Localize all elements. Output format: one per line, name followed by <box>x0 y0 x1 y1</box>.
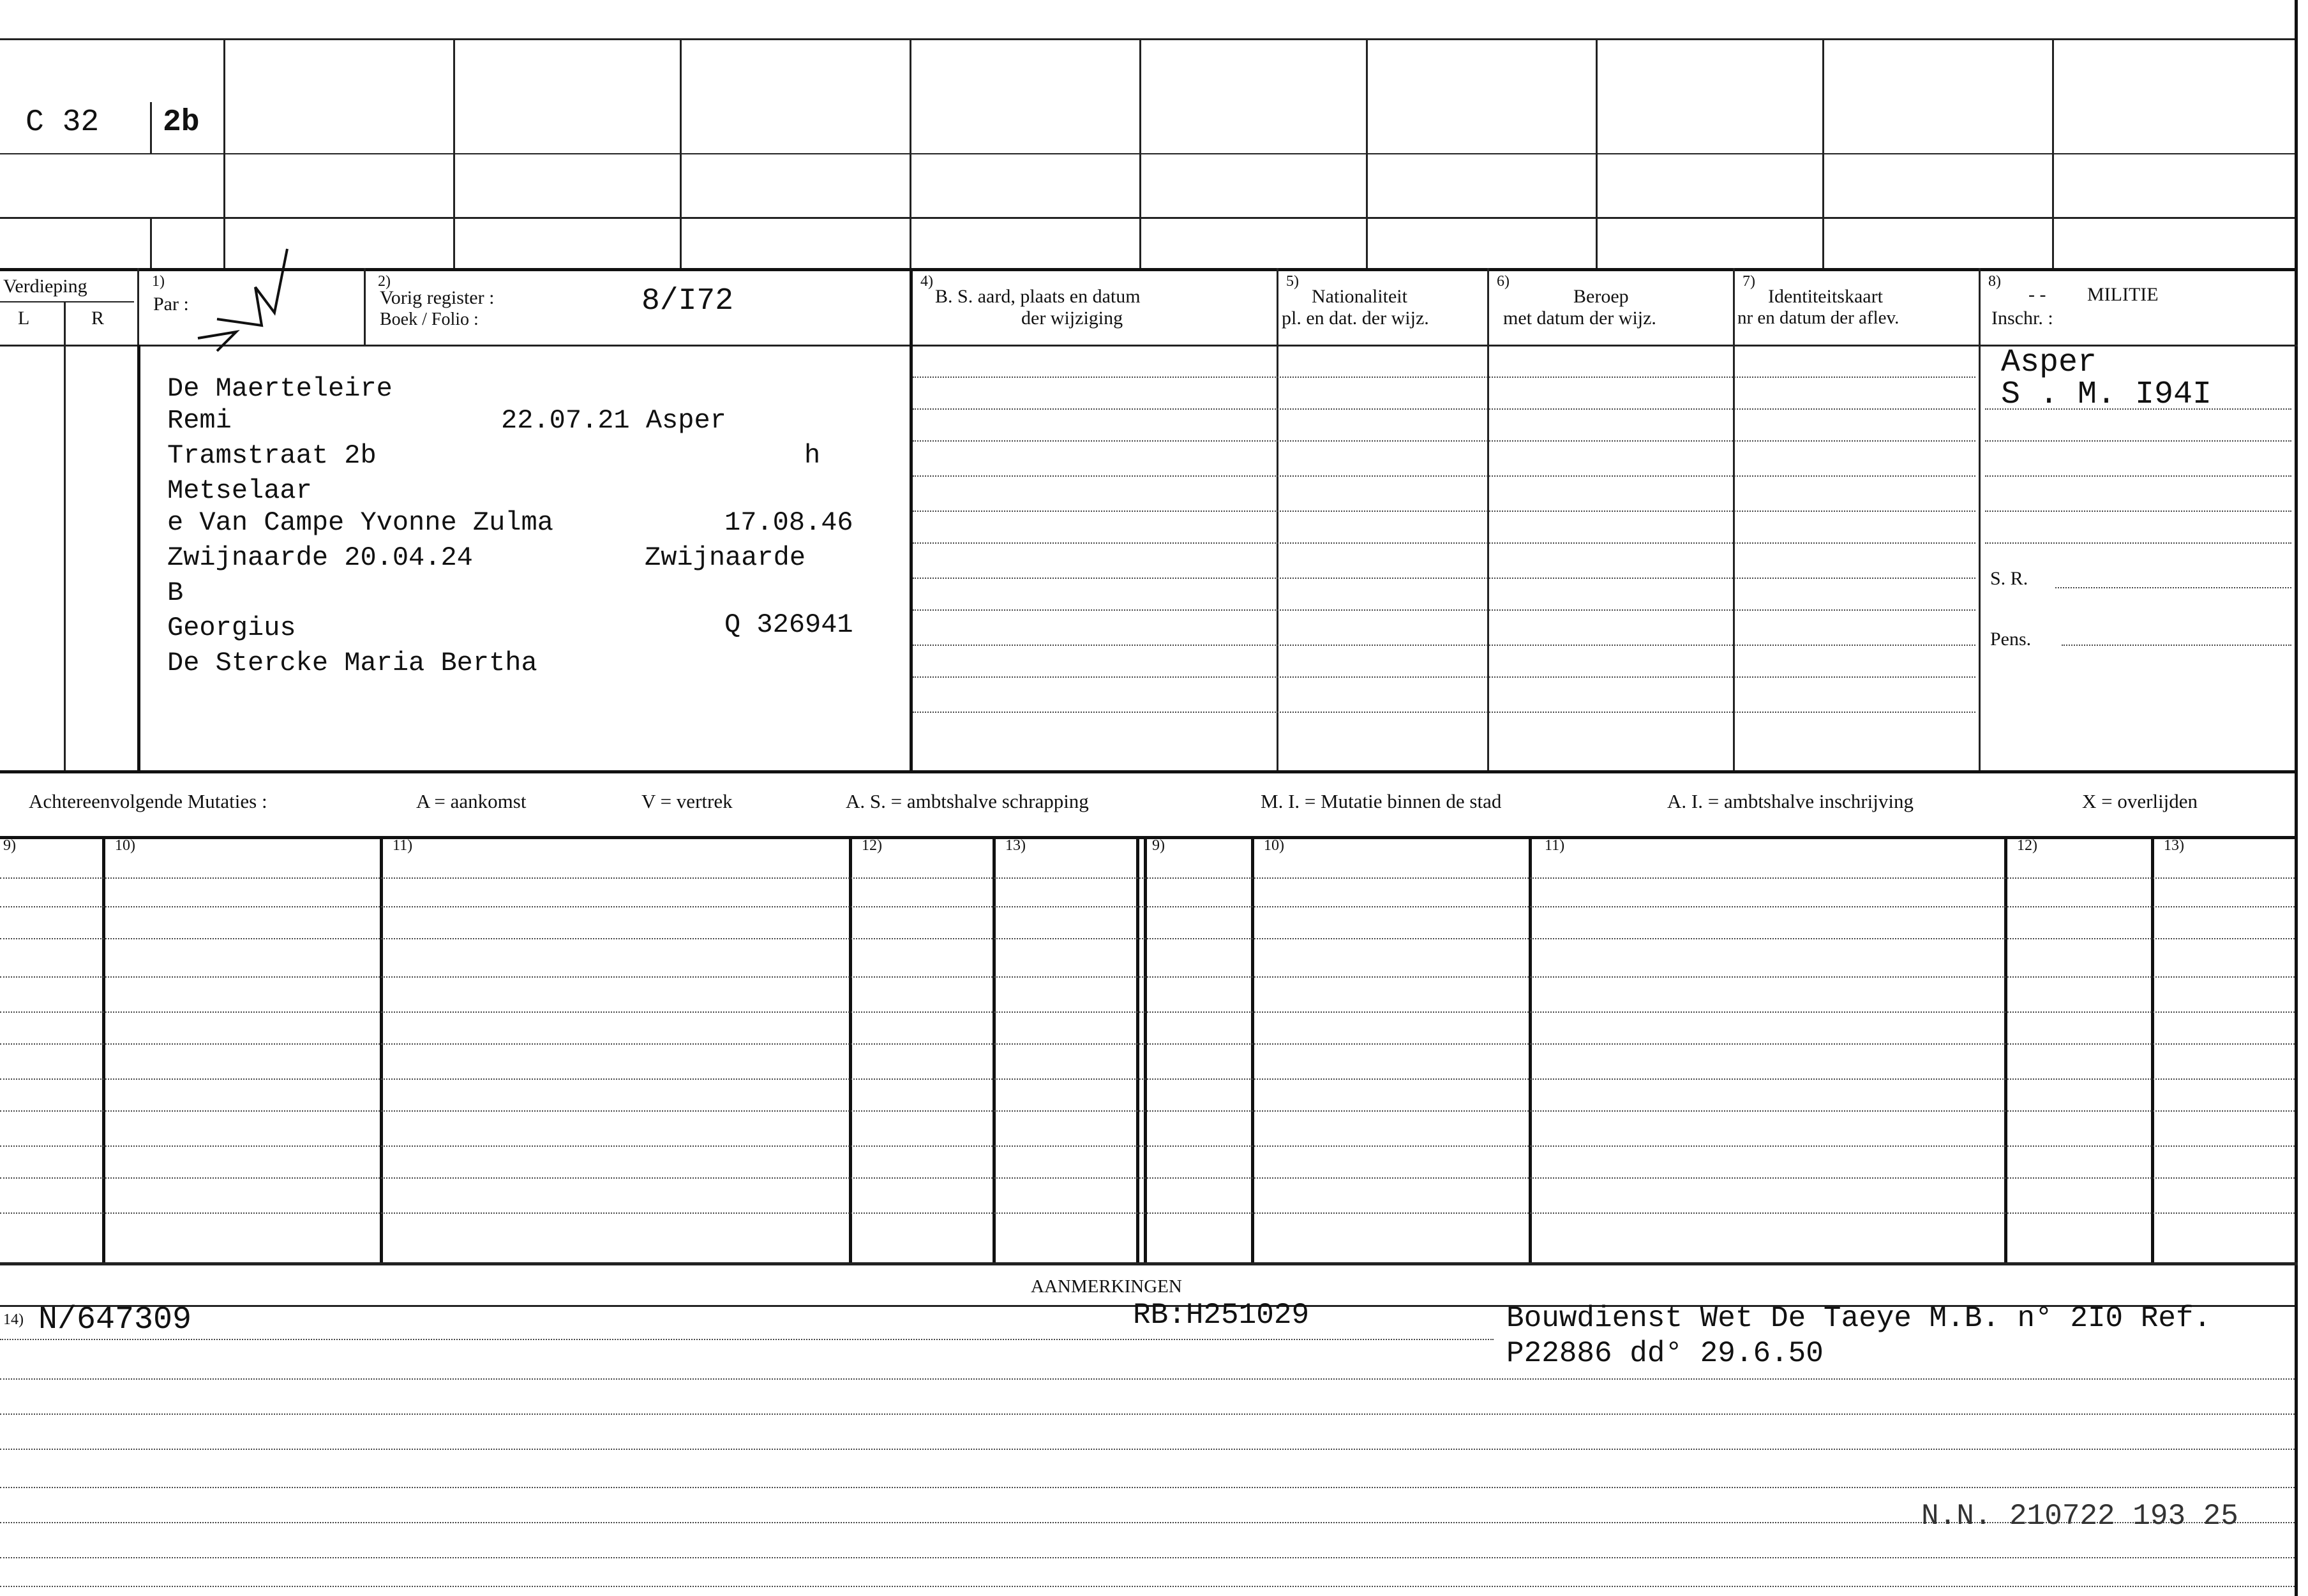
header-top-rule <box>0 268 2298 271</box>
note-6: 6) <box>1497 273 1510 290</box>
marriage-place: Zwijnaarde <box>645 542 806 573</box>
id-number: Q 326941 <box>724 609 853 640</box>
legend-v: V = vertrek <box>641 790 733 812</box>
dotted-line <box>0 1145 2295 1147</box>
remarks-title: AANMERKINGEN <box>1031 1276 1182 1297</box>
id-label-2: nr en datum der aflev. <box>1737 308 1900 328</box>
remarks-nr: N/647309 <box>38 1302 192 1338</box>
grid-line <box>993 836 996 1262</box>
occupation: Metselaar <box>167 475 312 506</box>
top-bottom-rule <box>0 217 2298 219</box>
spouse-birth: Zwijnaarde 20.04.24 <box>167 542 473 573</box>
militie-sm: S . M. I94I <box>2001 377 2212 413</box>
grid-line <box>137 345 140 770</box>
grid-line <box>150 102 152 153</box>
dotted-line <box>0 877 2295 879</box>
boek-folio-label: Boek / Folio : <box>380 310 479 329</box>
note-2: 2) <box>378 273 391 290</box>
dotted-line <box>0 1339 1494 1340</box>
bs-label-2: der wijziging <box>1021 308 1123 329</box>
bs-label-1: B. S. aard, plaats en datum <box>935 286 1141 307</box>
grid-line <box>1144 836 1147 1262</box>
father: Georgius <box>167 613 296 643</box>
r-label: R <box>91 308 105 329</box>
grid-line <box>1487 268 1489 770</box>
grid-line <box>1136 836 1139 1262</box>
grid-line <box>102 836 105 1262</box>
grid-line <box>0 301 134 302</box>
legend-mi: M. I. = Mutatie binnen de stad <box>1261 790 1502 812</box>
note-8: 8) <box>1988 273 2001 290</box>
grid-line <box>1822 38 1824 268</box>
note-1: 1) <box>152 273 165 290</box>
dotted-line <box>913 377 1975 378</box>
note-14: 14) <box>3 1311 24 1328</box>
dotted-line <box>0 1557 2295 1558</box>
grid-line <box>910 268 913 770</box>
id-label-1: Identiteitskaart <box>1768 286 1883 307</box>
dotted-line <box>913 408 1975 410</box>
remarks-rb: RB:H251029 <box>1133 1299 1310 1332</box>
dotted-line <box>0 1586 2295 1587</box>
dotted-line <box>913 712 1975 713</box>
top-mid-rule <box>0 153 2298 154</box>
dotted-line <box>913 542 1975 544</box>
spouse: e Van Campe Yvonne Zulma <box>167 507 553 538</box>
dotted-line <box>0 1011 2295 1013</box>
dotted-line <box>0 1449 2295 1450</box>
grid-line <box>1529 836 1532 1262</box>
l-label: L <box>18 308 30 329</box>
legend-a: A = aankomst <box>416 790 527 812</box>
note-5: 5) <box>1286 273 1299 290</box>
dotted-line <box>1985 475 2291 477</box>
militie-place: Asper <box>2001 345 2097 381</box>
col-12b: 12) <box>2017 837 2037 854</box>
dotted-line <box>0 1378 2295 1380</box>
grid-line <box>64 301 66 770</box>
grid-line <box>150 217 152 268</box>
dotted-line <box>0 1043 2295 1045</box>
sr-label: S. R. <box>1990 568 2028 589</box>
dotted-line <box>913 645 1975 646</box>
dotted-line <box>1985 542 2291 544</box>
legend-as: A. S. = ambtshalve schrapping <box>846 790 1089 812</box>
vorig-register-label: Vorig register : <box>380 287 495 308</box>
note-7: 7) <box>1742 273 1755 290</box>
col-10: 10) <box>115 837 135 854</box>
grid-line <box>910 38 911 268</box>
inschr-label: Inschr. : <box>1991 308 2053 329</box>
dotted-line <box>0 1078 2295 1080</box>
grid-line <box>2052 38 2054 268</box>
dotted-line <box>0 906 2295 907</box>
legend-top-rule <box>0 770 2298 773</box>
militie-label: MILITIE <box>2087 284 2159 305</box>
dotted-line <box>913 676 1975 678</box>
grid-line <box>2004 836 2007 1262</box>
dotted-line <box>913 475 1975 477</box>
mutations-top-rule <box>0 836 2298 839</box>
pens-label: Pens. <box>1990 629 2032 650</box>
col-9b: 9) <box>1152 837 1165 854</box>
dotted-line <box>0 1413 2295 1415</box>
dotted-line <box>913 609 1975 611</box>
legend-ai: A. I. = ambtshalve inschrijving <box>1667 790 1914 812</box>
dotted-line <box>0 1110 2295 1112</box>
legend-title: Achtereenvolgende Mutaties : <box>29 790 267 812</box>
dotted-line <box>0 1177 2295 1179</box>
b-mark: B <box>167 578 184 608</box>
dotted-line <box>913 440 1975 442</box>
birth: 22.07.21 Asper <box>501 405 726 436</box>
remarks-line2: P22886 dd° 29.6.50 <box>1506 1337 1824 1370</box>
firstname: Remi <box>167 405 232 436</box>
h-mark: h <box>804 440 821 471</box>
col-13b: 13) <box>2164 837 2184 854</box>
grid-line <box>1251 836 1254 1262</box>
col-11b: 11) <box>1545 837 1565 854</box>
national-number: N.N. 210722 193 25 <box>1921 1500 2238 1533</box>
dotted-line <box>0 1212 2295 1214</box>
remarks-line1: Bouwdienst Wet De Taeye M.B. n° 2I0 Ref. <box>1506 1302 2212 1335</box>
grid-line <box>453 38 455 268</box>
marriage-date: 17.08.46 <box>724 507 853 538</box>
grid-line <box>1596 38 1598 268</box>
grid-line <box>1139 38 1141 268</box>
dotted-line <box>913 511 1975 512</box>
dotted-line <box>1985 511 2291 512</box>
grid-line <box>680 38 682 268</box>
grid-line <box>849 836 852 1262</box>
legend-x: X = overlijden <box>2082 790 2198 812</box>
dotted-line <box>2055 587 2291 588</box>
grid-line <box>380 836 383 1262</box>
dotted-line <box>0 976 2295 978</box>
grid-line <box>1366 38 1368 268</box>
dotted-line <box>2062 645 2291 646</box>
dotted-line <box>0 1487 2295 1488</box>
header-bottom-rule <box>0 345 2298 347</box>
grid-line <box>1277 268 1278 770</box>
grid-line <box>2151 836 2154 1262</box>
nat-label-2: pl. en dat. der wijz. <box>1282 308 1429 329</box>
col-13: 13) <box>1005 837 1026 854</box>
grid-line <box>1979 268 1981 770</box>
vorig-register-value: 8/I72 <box>641 284 734 318</box>
dotted-line <box>0 938 2295 939</box>
note-4: 4) <box>920 273 933 290</box>
grid-line <box>364 268 366 345</box>
dotted-line <box>913 578 1975 579</box>
col-10b: 10) <box>1264 837 1284 854</box>
col-11: 11) <box>393 837 413 854</box>
mother: De Stercke Maria Bertha <box>167 648 537 678</box>
militie-dash: - - <box>2028 284 2046 305</box>
beroep-label-1: Beroep <box>1573 286 1629 307</box>
grid-line <box>223 38 225 268</box>
par-label: Par : <box>153 294 189 315</box>
beroep-label-2: met datum der wijz. <box>1503 308 1656 329</box>
top-rule <box>0 38 2298 40</box>
mutations-bottom-rule <box>0 1262 2298 1265</box>
code-right: 2b <box>163 105 200 140</box>
dotted-line <box>1985 408 2291 410</box>
right-border <box>2295 0 2298 1596</box>
nat-label-1: Nationaliteit <box>1312 286 1407 307</box>
grid-line <box>1733 268 1735 770</box>
surname: De Maerteleire <box>167 373 393 404</box>
verdieping-label: Verdieping <box>3 276 87 297</box>
par-scribble <box>179 242 306 364</box>
code-left: C 32 <box>26 105 100 140</box>
street: Tramstraat 2b <box>167 440 377 471</box>
dotted-line <box>1985 440 2291 442</box>
col-9: 9) <box>3 837 16 854</box>
col-12: 12) <box>862 837 882 854</box>
